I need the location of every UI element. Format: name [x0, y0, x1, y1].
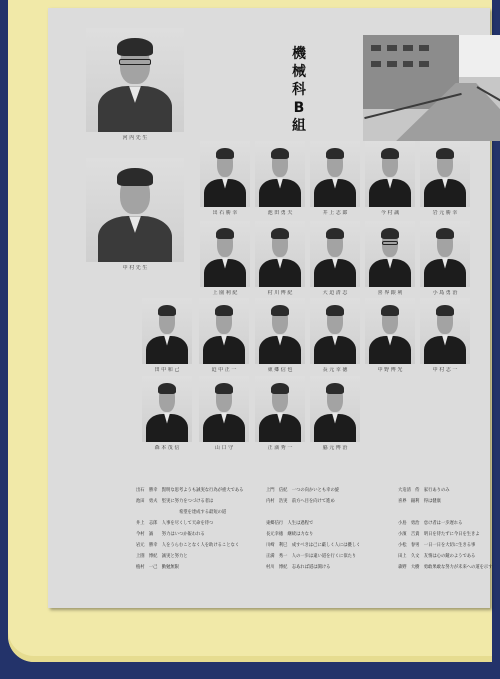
motto-line: 池田 勇夫 堅実に努力をつづける者は — [136, 499, 214, 504]
student-name: 森 本 茂 信 — [154, 445, 180, 451]
student-name: 長 元 幸 徳 — [322, 367, 348, 373]
motto-line: 喜界 銀利 得は健康 — [398, 499, 441, 504]
motto-line: 希望を達成する最短の道 — [136, 510, 227, 515]
student-photo — [142, 298, 192, 364]
student-photo — [200, 141, 250, 207]
student-photo — [255, 376, 305, 442]
student-photo — [420, 141, 470, 207]
motto-line: 植村 一己 勤勉無限 — [136, 565, 179, 570]
student-photo — [142, 376, 192, 442]
student-name: 上 園 利 紀 — [212, 290, 238, 296]
student-photo — [310, 141, 360, 207]
motto-line: 岩元 勝幸 人をうらむことなく人を助けることなく — [136, 543, 240, 548]
student-name: 中 村 志 一 — [432, 367, 458, 373]
student-name: 村 川 博 紀 — [267, 290, 293, 296]
campus-photo — [363, 35, 500, 141]
student-photo — [310, 221, 360, 287]
student-photo — [200, 221, 250, 287]
teacher-photo-1 — [86, 28, 184, 132]
class-title-char: 機 — [292, 46, 306, 62]
motto-line: 田上 久文 友情は心の鏡のようである — [398, 554, 476, 559]
student-photo — [255, 298, 305, 364]
teacher-photo-2 — [86, 158, 184, 262]
motto-line: 上園 博紀 誠実と努力と — [136, 554, 188, 559]
student-photo — [365, 221, 415, 287]
student-photo — [420, 221, 470, 287]
motto-line: 正満 秀一 人の一歩は遠い道を行くに似たり — [266, 554, 357, 559]
student-name: 田 中 和 己 — [154, 367, 180, 373]
motto-line: 小松 春男 一日一日を大切に生きる事 — [398, 543, 476, 548]
student-name: 中 野 博 光 — [377, 367, 403, 373]
motto-line: 川崎 利巳 成すべきは己に厳しく人には優しく — [266, 543, 361, 548]
motto-line: 東郷信行 人生は過程で — [266, 521, 314, 526]
motto-line: 長元幸徳 継続は力なり — [266, 532, 314, 537]
student-name: 大 迫 清 志 — [322, 290, 348, 296]
student-name: 喜 界 銀 利 — [377, 290, 403, 296]
teacher-name-1: 河 内 先 生 — [122, 135, 148, 141]
student-name: 井 上 志 郎 — [322, 210, 348, 216]
class-title-char: 科 — [292, 82, 306, 98]
student-photo — [310, 298, 360, 364]
class-title-char: 械 — [292, 64, 306, 80]
student-name: 池 田 勇 夫 — [267, 210, 293, 216]
class-title — [290, 46, 308, 134]
motto-line: 今村 誠 努力はいつか報われる — [136, 532, 205, 537]
teacher-name-2: 中 村 先 生 — [122, 265, 148, 271]
student-photo — [420, 298, 470, 364]
motto-line: 小濱 吉貴 明日を待たずに今日を生きよ — [398, 532, 480, 537]
class-title-char: B — [293, 100, 305, 116]
student-name: 脇 元 博 治 — [322, 445, 348, 451]
student-photo — [255, 221, 305, 287]
student-photo — [199, 376, 249, 442]
motto-line: 小島 勇治 怠け者は一歩遅れる — [398, 521, 463, 526]
student-name: 東 郷 信 也 — [267, 367, 293, 373]
student-photo — [310, 376, 360, 442]
motto-line: 森野 大樹 勇敢果敢な努力が未来への道を示す — [398, 565, 493, 570]
student-name: 山 口 守 — [214, 445, 234, 451]
class-title-char: 組 — [292, 118, 306, 134]
motto-line: 出石 勝幸 賢明な思考ようも誠実な行為が重大である — [136, 488, 244, 493]
student-name: 岩 元 勝 幸 — [432, 210, 458, 216]
motto-line: 大迫清 侍 家行ありのみ — [398, 488, 450, 493]
student-photo — [199, 298, 249, 364]
student-name: 小 島 勇 治 — [432, 290, 458, 296]
student-photo — [365, 141, 415, 207]
student-name: 迫 中 正 一 — [211, 367, 237, 373]
yearbook-page — [48, 8, 493, 608]
student-name: 正 満 秀 一 — [267, 445, 293, 451]
student-photo — [365, 298, 415, 364]
motto-line: 村川 博紀 志あれば道は開ける — [266, 565, 331, 570]
motto-line: 井上 志郎 人事を尽くして天命を待つ — [136, 521, 214, 526]
student-name: 今 村 誠 — [380, 210, 400, 216]
motto-line: 内村 浩実 前方へ目を向けて進め — [266, 499, 335, 504]
student-name: 出 石 勝 幸 — [212, 210, 238, 216]
student-photo — [255, 141, 305, 207]
motto-line: 上門 信紀 一つの向かいとも幸の旋 — [266, 488, 340, 493]
